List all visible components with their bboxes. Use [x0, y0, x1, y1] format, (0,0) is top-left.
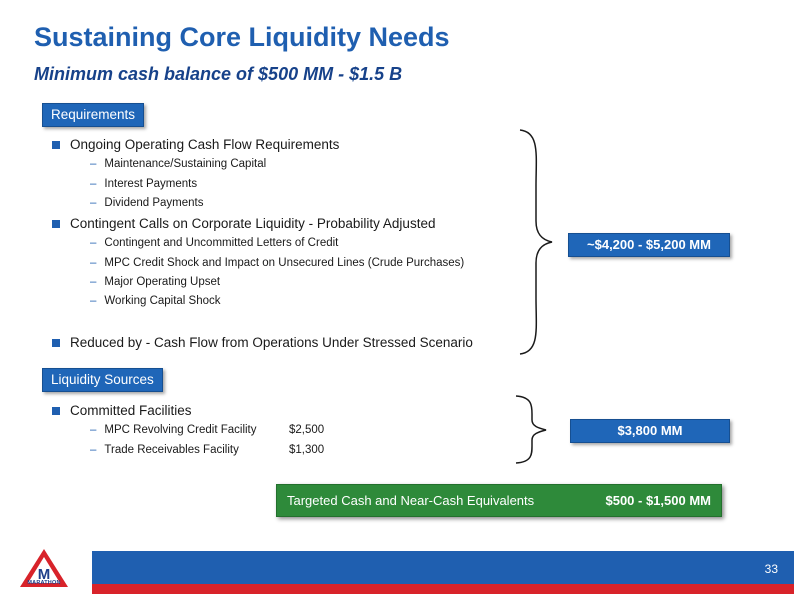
sub-item: – Maintenance/Sustaining Capital [90, 158, 267, 170]
bullet-contingent-calls [52, 216, 435, 231]
bullet-square-icon [52, 339, 60, 347]
facility-amount: $2,500 [289, 424, 325, 436]
sub-item: – Dividend Payments [90, 197, 204, 209]
sub-item: – Trade Receivables Facility [90, 444, 239, 456]
sources-brace [508, 392, 558, 466]
page-title: Sustaining Core Liquidity Needs [34, 22, 450, 52]
footer-accent [92, 584, 794, 594]
sub-item: – MPC Revolving Credit Facility [90, 424, 257, 436]
requirements-brace [508, 126, 558, 358]
bullet-text: Reduced by - Cash Flow from Operations Under Stressed Scenario [70, 335, 473, 350]
liquidity-sources-label: Liquidity Sources [42, 368, 163, 392]
requirements-label: Requirements [42, 103, 144, 127]
bullet-square-icon [52, 220, 60, 228]
bullet-operating-cash-flow [52, 137, 339, 152]
svg-text:M: M [37, 566, 51, 583]
footer-bar [92, 551, 794, 584]
bullet-text: Contingent Calls on Corporate Liquidity - Probability Adjusted [70, 216, 436, 231]
targeted-value: $500 - $1,500 MM [605, 493, 711, 508]
targeted-label: Targeted Cash and Near-Cash Equivalents [287, 493, 535, 508]
sub-item: – Interest Payments [90, 178, 198, 190]
bullet-square-icon [52, 407, 60, 415]
bullet-reduced-by [52, 335, 473, 350]
requirements-total: ~$4,200 - $5,200 MM [568, 233, 730, 257]
bullet-text: Committed Facilities [70, 403, 192, 418]
bullet-text: Ongoing Operating Cash Flow Requirements [70, 137, 340, 152]
bullet-square-icon [52, 141, 60, 149]
sources-total: $3,800 MM [570, 419, 730, 443]
targeted-cash-box [276, 484, 722, 517]
page-subtitle: Minimum cash balance of $500 MM - $1.5 B [34, 64, 403, 84]
sub-item: – Major Operating Upset [90, 276, 221, 288]
logo-wordmark: MARATHON [27, 580, 61, 586]
sub-item: – Working Capital Shock [90, 295, 221, 307]
sub-item: – Contingent and Uncommitted Letters of Credit [90, 237, 339, 249]
page-number: 33 [764, 562, 778, 576]
sub-item: – MPC Credit Shock and Impact on Unsecured Lines (Crude Purchases) [90, 257, 465, 269]
facility-amount: $1,300 [289, 444, 325, 456]
bullet-committed-facilities [52, 403, 192, 418]
